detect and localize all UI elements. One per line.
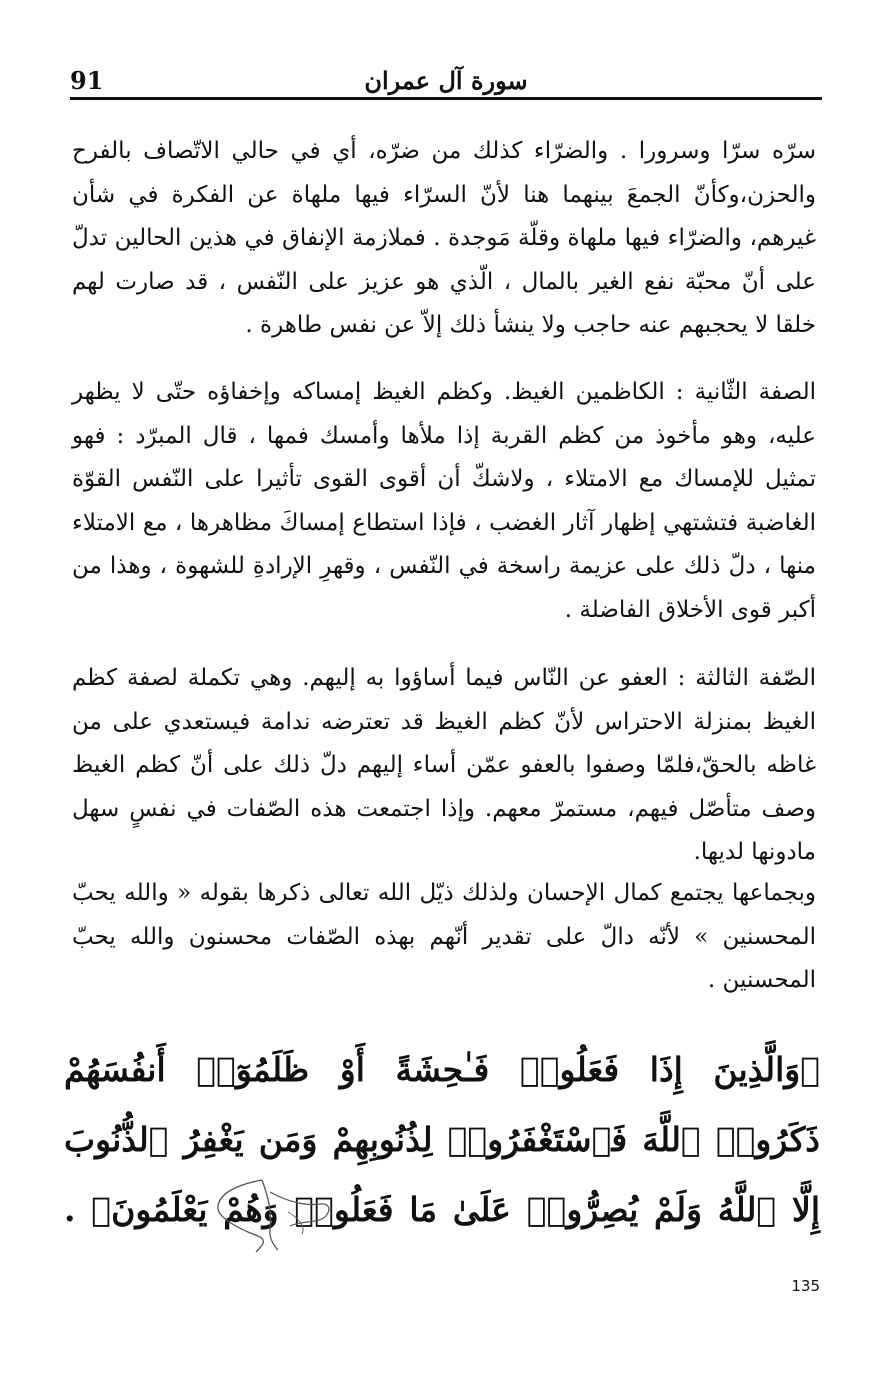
verse-number: 135 [791, 1277, 820, 1295]
verse-open-bracket: ﴿ [800, 1050, 820, 1089]
paragraph-1: سرّه سرّا وسرورا . والضرّاء كذلك من ضرّه، أي في حالي الاتّصاف بالفرح والحزن،وكأنّ الجمعَ بينهما هنا لأنّ السرّاء فيها ملهاة عن الفكرة في شأن غيرهم، والضرّاء فيها ملهاة وقلّة مَوجدة . فملازمة الإنفاق في هذين الحالين تدلّ على أنّ محبّة نفع الغير بالمال ، الّذي هو عزيز على النّفس ، قد صارت لهم خلقا لا يحجبهم عنه حاجب ولا ينشأ ذلك إلاّ عن نفس طاهرة . [72, 138, 816, 338]
running-title: سورة آل عمران [364, 66, 528, 95]
quran-verse: ﴿وَالَّذِينَ إِذَا فَعَلُوا۟ فَـٰحِشَةً أَوْ ظَلَمُوٓا۟ أَنفُسَهُمْ ذَكَرُوا۟ ٱللَّهَ فَٱسْتَغْفَرُوا۟ لِذُنُوبِهِمْ وَمَن يَغْفِرُ ٱلذُّنُوبَ إِلَّا ٱللَّهُ وَلَمْ يُصِرُّوا۟ عَلَىٰ مَا فَعَلُوا۟ وَهُمْ يَعْلَمُونَ﴾ . 135 [64, 1050, 820, 1295]
handwritten-signature [210, 1172, 345, 1257]
paragraph-3: الصّفة الثالثة : العفو عن النّاس فيما أساؤوا به إليهم. وهي تكملة لصفة كظم الغيظ بمنزلة الاحتراس لأنّ كظم الغيظ قد تعترضه ندامة فيستعدي على من غاظه بالحقّ،فلمّا وصفوا بالعفو عمّن أساء إليهم دلّ ذلك على أنّ كظم الغيظ وصف متأصّل فيهم، مستمرّ معهم. وإذا اجتمعت هذه الصّفات في نفسٍ سهل مادونها لديها. [72, 665, 816, 865]
header-rule [70, 97, 822, 100]
verse-close-bracket: ﴾ [91, 1190, 112, 1229]
paragraph-2: الصفة الثّانية : الكاظمين الغيظ. وكظم الغيظ إمساكه وإخفاؤه حتّى لا يظهر عليه، وهو مأخوذ من كظم القربة إذا ملأها وأمسك فمها ، قال المبرّد : فهو تمثيل للإمساك مع الامتلاء ، ولاشكّ أن أقوى القوى تأثيرا على النّفس القوّة الغاضبة فتشتهي إظهار آثار الغضب ، فإذا استطاع إمساكَ مظاهرها ، مع الامتلاء منها ، دلّ ذلك على عزيمة راسخة في النّفس ، وقهرِ الإرادةِ للشهوة ، وهذا من أكبر قوى الأخلاق الفاضلة . [72, 379, 816, 623]
verse-text: وَالَّذِينَ إِذَا فَعَلُوا۟ فَـٰحِشَةً أَوْ ظَلَمُوٓا۟ أَنفُسَهُمْ ذَكَرُوا۟ ٱللَّهَ فَٱسْتَغْفَرُوا۟ لِذُنُوبِهِمْ وَمَن يَغْفِرُ ٱلذُّنُوبَ إِلَّا ٱللَّهُ وَلَمْ يُصِرُّوا۟ عَلَىٰ مَا فَعَلُوا۟ وَهُمْ يَعْلَمُونَ [64, 1050, 820, 1229]
page-number: 91 [70, 66, 104, 95]
paragraph-4: وبجماعها يجتمع كمال الإحسان ولذلك ذيّل الله تعالى ذكرها بقوله « والله يحبّ المحسنين » لأنّه دالّ على تقدير أنّهم بهذه الصّفات محسنون والله يحبّ المحسنين . [72, 880, 816, 993]
page-header [70, 66, 822, 96]
